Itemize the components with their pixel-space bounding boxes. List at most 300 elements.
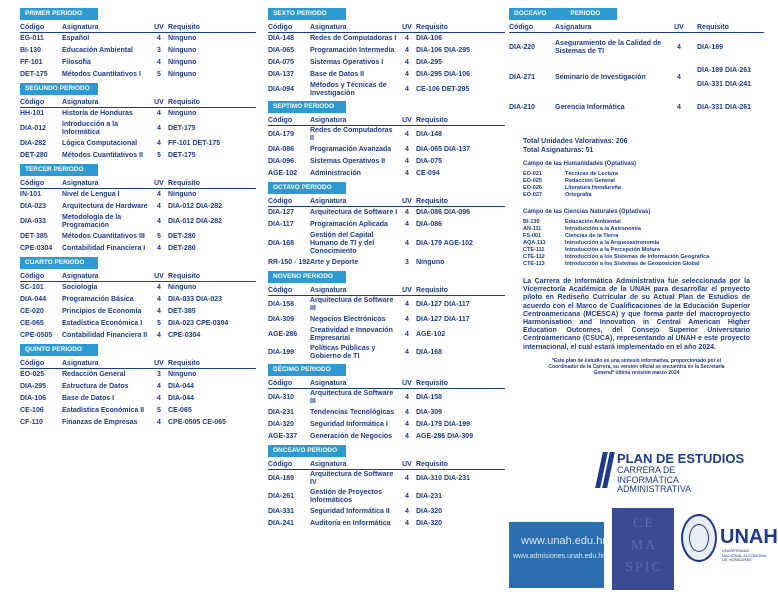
- course-requisito: DET-175: [168, 125, 196, 132]
- table-row: [268, 470, 505, 488]
- header-codigo: Código: [20, 98, 45, 106]
- period-header: [268, 271, 505, 285]
- course-name: Lógica Computacional: [62, 140, 138, 147]
- header-requisito: Requisito: [168, 359, 200, 367]
- course-code: DIA-106: [20, 395, 47, 402]
- course-uv: 3: [157, 47, 161, 54]
- header-codigo: Código: [20, 272, 45, 280]
- course-requisito: Ninguno: [168, 110, 197, 117]
- course-uv: 4: [157, 140, 161, 147]
- course-uv: 4: [677, 74, 681, 81]
- period-header: [268, 445, 505, 459]
- list-item: [523, 219, 764, 226]
- course-name: Sistemas Operativos II: [310, 158, 386, 165]
- course-uv: 4: [405, 349, 409, 356]
- course-code: DIA-282: [20, 140, 47, 147]
- course-name: Sistemas Operativos I: [310, 59, 384, 66]
- course-name: Seminario de Investigación: [555, 74, 646, 81]
- unah-subtitle: UNIVERSIDAD NACIONAL AUTÓNOMA DE HONDURAS: [722, 548, 767, 562]
- course-uv: 4: [157, 125, 161, 132]
- course-uv: 4: [157, 419, 161, 426]
- course-requisito: DIA-295 DIA-106: [416, 71, 471, 78]
- course-name: Programación Intermedia: [310, 47, 395, 54]
- course-name: Estadística Económica II: [62, 407, 145, 414]
- table-row: [268, 488, 505, 506]
- elective-name: Literatura Hondureña: [565, 185, 621, 191]
- elective-code: CTE-111: [523, 247, 545, 253]
- elective-code: EO-026: [523, 185, 542, 191]
- course-uv: 4: [405, 421, 409, 428]
- course-requisito: DIA-310 DIA-231: [416, 475, 471, 482]
- table-header: [509, 22, 764, 33]
- course-uv: 4: [157, 59, 161, 66]
- list-item: [523, 233, 764, 240]
- course-name: Estructura de Datos: [62, 383, 129, 390]
- header-codigo: Código: [509, 23, 534, 31]
- course-uv: 4: [405, 35, 409, 42]
- elective-name: Educación Ambiental: [565, 219, 621, 225]
- table-row: [268, 156, 505, 168]
- course-code: CPE-0505: [20, 332, 53, 339]
- course-uv: 4: [157, 110, 161, 117]
- curriculum-column-1: [20, 6, 256, 429]
- header-requisito: Requisito: [168, 98, 200, 106]
- table-row: [20, 57, 256, 69]
- course-name: Seguridad Informática II: [310, 508, 390, 515]
- course-requisito: DIA-086: [416, 221, 443, 228]
- course-requisito: DIA-168: [416, 349, 443, 356]
- course-requisito: DIA-148: [416, 131, 443, 138]
- header-asignatura: Asignatura: [62, 272, 99, 280]
- course-code: DIA-148: [268, 35, 295, 42]
- course-name: Auditoría en Informática: [310, 520, 391, 527]
- list-item: [523, 185, 764, 192]
- course-code: HH-101: [20, 110, 45, 117]
- course-name: Seguridad Informática I: [310, 421, 388, 428]
- header-uv: UV: [154, 23, 164, 31]
- course-requisito: Ninguno: [168, 191, 197, 198]
- table-row: [268, 219, 505, 231]
- period-banner: TERCER PERIODO: [20, 164, 98, 176]
- header-requisito: Requisito: [416, 379, 448, 387]
- course-uv: 4: [405, 475, 409, 482]
- course-uv: 4: [405, 240, 409, 247]
- period-header: [509, 8, 764, 22]
- humanities-title: Campo de las Humanidades (Optativas): [523, 161, 637, 167]
- course-uv: 4: [405, 508, 409, 515]
- course-code: DIA-065: [268, 47, 295, 54]
- course-uv: 4: [405, 47, 409, 54]
- header-requisito: Requisito: [416, 286, 448, 294]
- table-row: [20, 318, 256, 330]
- table-row: [268, 389, 505, 407]
- table-row: [268, 57, 505, 69]
- course-uv: 4: [405, 433, 409, 440]
- table-row: [20, 108, 256, 120]
- header-requisito: Requisito: [697, 23, 729, 31]
- header-requisito: Requisito: [416, 116, 448, 124]
- course-code: DIA-220: [509, 44, 536, 51]
- footnote: *Este plan de estudio es una síntesis informativa, proporcionado por el Coordinador de la Carrera, su versión oficial se encuentra en la Secretaría General* última revisión marzo 2024: [548, 357, 725, 376]
- course-code: DIA-044: [20, 296, 47, 303]
- course-code: DIA-261: [268, 493, 295, 500]
- course-name: Tendencias Tecnológicas: [310, 409, 395, 416]
- course-name: Redes de Computadoras I: [310, 35, 397, 42]
- course-code: EO-025: [20, 371, 45, 378]
- course-requisito: [691, 67, 764, 89]
- table-header: [20, 358, 256, 369]
- header-requisito: Requisito: [168, 179, 200, 187]
- course-requisito: DIA-158: [416, 394, 443, 401]
- course-requisito: DIA-012 DIA-282: [168, 218, 223, 225]
- table-row: [268, 231, 505, 257]
- course-requisito: DIA-331 DIA-261: [697, 104, 752, 111]
- course-uv: 4: [157, 191, 161, 198]
- table-row: [20, 201, 256, 213]
- table-row: [20, 369, 256, 381]
- table-row: [20, 282, 256, 294]
- table-row: [268, 518, 505, 530]
- course-uv: 4: [157, 383, 161, 390]
- course-requisito-line-2: DIA-331 DIA-241: [697, 81, 752, 88]
- course-name: Redes de Computadoras II: [310, 127, 393, 142]
- period-header: [20, 8, 256, 22]
- course-code: EG-011: [20, 35, 44, 42]
- course-name: Programación Aplicada: [310, 221, 388, 228]
- table-header: [20, 271, 256, 282]
- course-name: Arquitectura de Hardware: [62, 203, 148, 210]
- total-subjects: Total Asignaturas: 51: [523, 147, 594, 154]
- course-code: DET-385: [20, 233, 48, 240]
- course-uv: 5: [157, 320, 161, 327]
- course-requisito: Ninguno: [168, 35, 197, 42]
- table-row: [268, 296, 505, 314]
- course-requisito: DIA-075: [416, 158, 443, 165]
- website-unah-link[interactable]: www.unah.edu.hn: [521, 535, 609, 547]
- websites-box: [509, 522, 609, 588]
- course-requisito: Ninguno: [168, 71, 197, 78]
- course-requisito: DIA-231: [416, 493, 443, 500]
- elective-name: Técnicas de Lectura: [565, 171, 618, 177]
- course-name: Contabilidad Financiera II: [62, 332, 148, 339]
- course-requisito: DIA-023 CPE-0304: [168, 320, 229, 327]
- course-requisito: DET-280: [168, 245, 196, 252]
- course-name: Redacción General: [62, 371, 126, 378]
- table-row: [509, 63, 764, 93]
- table-row: [20, 45, 256, 57]
- course-requisito: DIA-065 DIA-137: [416, 146, 471, 153]
- program-description: La Carrera de Informática Administrativa fue seleccionada por la Vicerrectoría Académica de la UNAH para desarrollar el proyecto piloto en Rediseño Curricular de su Actual Plan de Estudios de acuerdo con el Marco de Cualificaciones de la Educación Superior Centroamericana (MCESCA) y que forma parte del macroproyecto Harmonisation and Innovation in Central American Higher Education Outcomes, del Consejo Superior Universitario Centroamericano (CSUCA), representando al UNAH e este proyecto internacional, el cual estará implementado en el año 2024.: [523, 278, 750, 351]
- elective-code: CTE-113: [523, 261, 545, 267]
- header-uv: UV: [402, 23, 412, 31]
- course-code: DIA-137: [268, 71, 295, 78]
- header-uv: UV: [674, 23, 684, 31]
- course-requisito: CE-065: [168, 407, 192, 414]
- header-asignatura: Asignatura: [310, 116, 347, 124]
- course-requisito: DIA-295: [416, 59, 443, 66]
- course-code: DIA-309: [268, 316, 295, 323]
- period-header: [268, 182, 505, 196]
- course-code: DIA-241: [268, 520, 295, 527]
- table-row: [268, 326, 505, 344]
- period-banner: SEXTO PERIODO: [268, 8, 346, 20]
- website-admisiones-link[interactable]: www.admisiones.unah.edu.hn: [513, 553, 607, 560]
- course-code: DIA-210: [509, 104, 536, 111]
- header-asignatura: Asignatura: [555, 23, 592, 31]
- course-uv: 4: [157, 308, 161, 315]
- course-uv: 3: [157, 371, 161, 378]
- header-codigo: Código: [20, 359, 45, 367]
- elective-name: Introducción a la Percepción Motora: [565, 247, 661, 253]
- course-requisito: DIA-320: [416, 508, 443, 515]
- course-name: Programación Avanzada: [310, 146, 392, 153]
- header-codigo: Código: [268, 23, 293, 31]
- header-requisito: Requisito: [168, 23, 200, 31]
- table-row: [20, 393, 256, 405]
- course-code: AGE-286: [268, 331, 298, 338]
- course-code: DIA-023: [20, 203, 47, 210]
- table-header: [20, 178, 256, 189]
- header-uv: UV: [154, 359, 164, 367]
- elective-name: Introducción a los Sistemas de Información Geográfica: [565, 254, 710, 260]
- table-row: [20, 417, 256, 429]
- course-uv: 4: [157, 395, 161, 402]
- table-row: [268, 168, 505, 180]
- course-uv: 3: [405, 259, 409, 266]
- unah-logo: UNAH: [720, 526, 778, 548]
- period-header: [268, 364, 505, 378]
- course-name: Arquitectura de Software III: [310, 390, 394, 405]
- course-name: Gestión del Capital Humano de TI y del Conocimiento: [310, 232, 375, 255]
- table-row: [268, 33, 505, 45]
- table-row: [20, 33, 256, 45]
- course-requisito: DIA-189: [697, 44, 724, 51]
- list-item: [523, 226, 764, 233]
- table-row: [20, 330, 256, 342]
- table-header: [20, 22, 256, 33]
- course-uv: 4: [405, 331, 409, 338]
- course-code: CPE-0304: [20, 245, 53, 252]
- header-uv: UV: [154, 179, 164, 187]
- course-requisito: FF-101 DET-175: [168, 140, 221, 147]
- course-uv: 4: [405, 209, 409, 216]
- course-requisito: Ninguno: [168, 284, 197, 291]
- course-requisito: DET-280: [168, 233, 196, 240]
- course-requisito: DIA-044: [168, 383, 195, 390]
- period-header: [268, 8, 505, 22]
- course-code: DIA-231: [268, 409, 295, 416]
- course-name: Sociología: [62, 284, 98, 291]
- course-uv: 4: [157, 203, 161, 210]
- period-banner: SEGUNDO PERIODO: [20, 83, 98, 95]
- header-uv: UV: [402, 197, 412, 205]
- total-uv: Total Unidades Valorativas: 206: [523, 138, 628, 145]
- course-code: AGE-337: [268, 433, 298, 440]
- humanities-list: [509, 171, 764, 199]
- elective-code: EO-027: [523, 192, 542, 198]
- curriculum-column-3: [509, 6, 764, 376]
- table-row: [268, 431, 505, 443]
- course-requisito: DIA-179 DIA-199: [416, 421, 471, 428]
- course-code: DIA-199: [268, 349, 295, 356]
- period-banner: SEPTIMO PERIODO: [268, 101, 346, 113]
- course-name: Historia de Honduras: [62, 110, 133, 117]
- course-name: Base de Datos II: [310, 71, 365, 78]
- course-name: Base de Datos I: [62, 395, 115, 402]
- table-header: [268, 22, 505, 33]
- period-header: [20, 164, 256, 178]
- header-asignatura: Asignatura: [310, 197, 347, 205]
- course-code: DIA-117: [268, 221, 294, 228]
- period-banner: NOVENO PERIODO: [268, 271, 346, 283]
- header-requisito: Requisito: [416, 23, 448, 31]
- header-codigo: Código: [20, 179, 45, 187]
- table-header: [268, 115, 505, 126]
- elective-code: AQA-111: [523, 240, 546, 246]
- header-uv: UV: [154, 272, 164, 280]
- plan-line-3: ADMINISTRATIVA: [617, 484, 692, 494]
- list-item: [523, 171, 764, 178]
- course-requisito: DIA-179 AGE-102: [416, 240, 473, 247]
- table-row: [268, 506, 505, 518]
- course-uv: 4: [157, 218, 161, 225]
- course-code: DET-280: [20, 152, 48, 159]
- header-asignatura: Asignatura: [62, 98, 99, 106]
- course-uv: 4: [405, 394, 409, 401]
- header-uv: UV: [402, 286, 412, 294]
- course-code: DIA-271: [509, 74, 536, 81]
- table-row: [20, 306, 256, 318]
- course-code: DIA-295: [20, 383, 47, 390]
- course-name: Arquitectura de Software IV: [310, 471, 394, 486]
- course-code: DIA-310: [268, 394, 295, 401]
- header-requisito: Requisito: [168, 272, 200, 280]
- course-uv: 4: [405, 86, 409, 93]
- header-asignatura: Asignatura: [310, 286, 347, 294]
- course-requisito: CE-106 DET-295: [416, 86, 470, 93]
- period-banner: DÉCIMO PERIODO: [268, 364, 346, 376]
- course-name: Principios de Economía: [62, 308, 142, 315]
- course-code: DIA-033: [20, 218, 47, 225]
- header-codigo: Código: [20, 23, 45, 31]
- header-uv: UV: [154, 98, 164, 106]
- course-code: RR-150 - 192: [268, 259, 311, 266]
- course-uv: 4: [405, 131, 409, 138]
- table-row: [20, 294, 256, 306]
- course-requisito: DET-175: [168, 152, 196, 159]
- plan-title: PLAN DE ESTUDIOS: [617, 451, 745, 466]
- course-name: Español: [62, 35, 90, 42]
- natural-sciences-list: [509, 219, 764, 268]
- course-code: IN-101: [20, 191, 42, 198]
- course-uv: 4: [157, 35, 161, 42]
- course-name: Finanzas de Empresas: [62, 419, 138, 426]
- course-requisito-line-1: DIA-189 DIA-261: [697, 67, 752, 74]
- header-asignatura: Asignatura: [62, 359, 99, 367]
- course-requisito: AGE-286 DIA-309: [416, 433, 474, 440]
- table-row: [20, 405, 256, 417]
- header-codigo: Código: [268, 286, 293, 294]
- course-uv: 5: [157, 152, 161, 159]
- course-code: DIA-331: [268, 508, 295, 515]
- plan-de-estudios-logo: [597, 452, 765, 495]
- course-name: Administración: [310, 170, 361, 177]
- course-name: Nivel de Lengua I: [62, 191, 120, 198]
- header-uv: UV: [402, 116, 412, 124]
- course-code: DIA-168: [268, 240, 295, 247]
- header-codigo: Código: [268, 379, 293, 387]
- header-asignatura: Asignatura: [310, 460, 347, 468]
- course-requisito: DIA-106: [416, 35, 443, 42]
- header-requisito: Requisito: [416, 197, 448, 205]
- course-code: DIA-158: [268, 301, 295, 308]
- course-requisito: DIA-127 DIA-117: [416, 301, 470, 308]
- header-uv: UV: [402, 379, 412, 387]
- table-row: [268, 314, 505, 326]
- period-header: [20, 83, 256, 97]
- course-code: AGE-102: [268, 170, 298, 177]
- header-requisito: Requisito: [416, 460, 448, 468]
- course-uv: 5: [157, 233, 161, 240]
- list-item: [523, 240, 764, 247]
- course-name: Arquitectura de Software III: [310, 297, 394, 312]
- course-uv: 4: [405, 221, 409, 228]
- course-requisito: Ninguno: [168, 371, 197, 378]
- course-code: DIA-075: [268, 59, 295, 66]
- list-item: [523, 261, 764, 268]
- list-item: [523, 247, 764, 254]
- course-requisito: CE-094: [416, 170, 440, 177]
- header-codigo: Código: [268, 460, 293, 468]
- course-code: CF-110: [20, 419, 43, 426]
- period-header: [268, 101, 505, 115]
- table-row: [268, 257, 505, 269]
- course-code: SC-101: [20, 284, 44, 291]
- elective-code: EO-025: [523, 178, 542, 184]
- elective-name: Redacción General: [565, 178, 615, 184]
- header-uv: UV: [402, 460, 412, 468]
- course-requisito: DIA-127 DIA-117: [416, 316, 470, 323]
- cemaspic-word-3: SPIC: [625, 560, 663, 575]
- course-uv: 5: [157, 71, 161, 78]
- period-banner: CUARTO PERIODO: [20, 257, 98, 269]
- course-uv: 4: [405, 59, 409, 66]
- course-code: DIA-096: [268, 158, 295, 165]
- list-item: [523, 178, 764, 185]
- course-name: Programación Básica: [62, 296, 134, 303]
- elective-code: BI-130: [523, 219, 540, 225]
- period-banner-label-2: PERIODO: [570, 10, 601, 17]
- table-row: [268, 344, 505, 362]
- plan-line-1: CARRERA DE: [617, 465, 676, 475]
- table-row: [20, 243, 256, 255]
- course-name: Aseguramiento de la Calidad de Sistemas de TI: [555, 40, 662, 55]
- course-name: Generación de Negocios: [310, 433, 393, 440]
- list-item: [523, 192, 764, 199]
- course-name: Filosofía: [62, 59, 91, 66]
- cemaspic-word-1: CE: [633, 516, 655, 531]
- table-row: [509, 93, 764, 123]
- course-requisito: DIA-309: [416, 409, 443, 416]
- course-uv: 4: [405, 316, 409, 323]
- table-row: [268, 126, 505, 144]
- course-uv: 4: [405, 493, 409, 500]
- table-row: [20, 150, 256, 162]
- course-name: Educación Ambiental: [62, 47, 133, 54]
- list-item: [523, 254, 764, 261]
- course-code: CE-106: [20, 407, 44, 414]
- course-requisito: DIA-320: [416, 520, 443, 527]
